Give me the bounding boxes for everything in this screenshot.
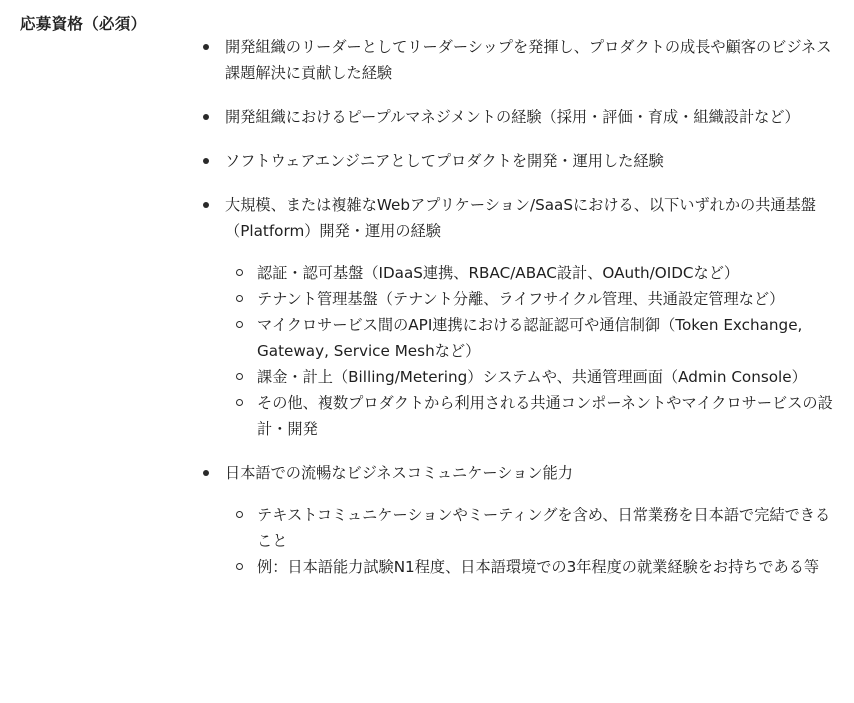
- requirement-text: 日本語での流暢なビジネスコミュニケーション能力: [225, 464, 573, 482]
- sub-requirement-text: 課金・計上（Billing/Metering）システムや、共通管理画面（Admin Console）: [257, 368, 807, 386]
- bullet-icon: [203, 44, 209, 50]
- sub-requirements-list: [225, 502, 838, 580]
- circle-bullet-icon: [236, 399, 243, 406]
- sub-requirement-item: [201, 554, 842, 580]
- circle-bullet-icon: [236, 321, 243, 328]
- sub-requirement-text: テナント管理基盤（テナント分離、ライフサイクル管理、共通設定管理など）: [257, 290, 785, 308]
- requirement-text: ソフトウェアエンジニアとしてプロダクトを開発・運用した経験: [225, 152, 664, 170]
- sub-requirement-text: マイクロサービス間のAPI連携における認証認可や通信制御（Token Exchange, Gateway, Service Meshなど）: [257, 316, 803, 360]
- requirement-text: 開発組織におけるピープルマネジメントの経験（採用・評価・育成・組織設計など）: [225, 108, 800, 126]
- sub-requirement-text: その他、複数プロダクトから利用される共通コンポーネントやマイクロサービスの設計・開発: [257, 394, 833, 438]
- requirement-item: [200, 148, 838, 174]
- requirement-text: 開発組織のリーダーとしてリーダーシップを発揮し、プロダクトの成長や顧客のビジネス課題解決に貢献した経験: [225, 38, 832, 82]
- bullet-icon: [203, 202, 209, 208]
- circle-bullet-icon: [236, 563, 243, 570]
- sub-requirement-text: 例：日本語能力試験N1程度、日本語環境での3年程度の就業経験をお持ちである等: [257, 558, 820, 576]
- bullet-icon: [203, 114, 209, 120]
- circle-bullet-icon: [236, 373, 243, 380]
- sub-requirement-item: [201, 364, 842, 390]
- sub-requirement-text: テキストコミュニケーションやミーティングを含め、日常業務を日本語で完結できること: [257, 506, 831, 550]
- sub-requirement-text: 認証・認可基盤（IDaaS連携、RBAC/ABAC設計、OAuth/OIDCなど）: [257, 264, 740, 282]
- sub-requirements-list: [225, 260, 838, 442]
- requirement-item: [200, 34, 838, 86]
- requirement-item: [200, 104, 838, 130]
- requirement-item: [200, 192, 838, 442]
- requirement-text: 大規模、または複雑なWebアプリケーション/SaaSにおける、以下いずれかの共通基盤（Platform）開発・運用の経験: [225, 196, 816, 240]
- circle-bullet-icon: [236, 269, 243, 276]
- circle-bullet-icon: [236, 295, 243, 302]
- section-label: 応募資格（必須）: [20, 15, 147, 33]
- requirement-item: [200, 460, 838, 580]
- sub-requirement-item: [201, 502, 842, 554]
- requirements-list: [200, 34, 838, 598]
- bullet-icon: [203, 470, 209, 476]
- sub-requirement-item: [201, 312, 842, 364]
- bullet-icon: [203, 158, 209, 164]
- sub-requirement-item: [201, 390, 842, 442]
- sub-requirement-item: [201, 286, 842, 312]
- sub-requirement-item: [201, 260, 842, 286]
- circle-bullet-icon: [236, 511, 243, 518]
